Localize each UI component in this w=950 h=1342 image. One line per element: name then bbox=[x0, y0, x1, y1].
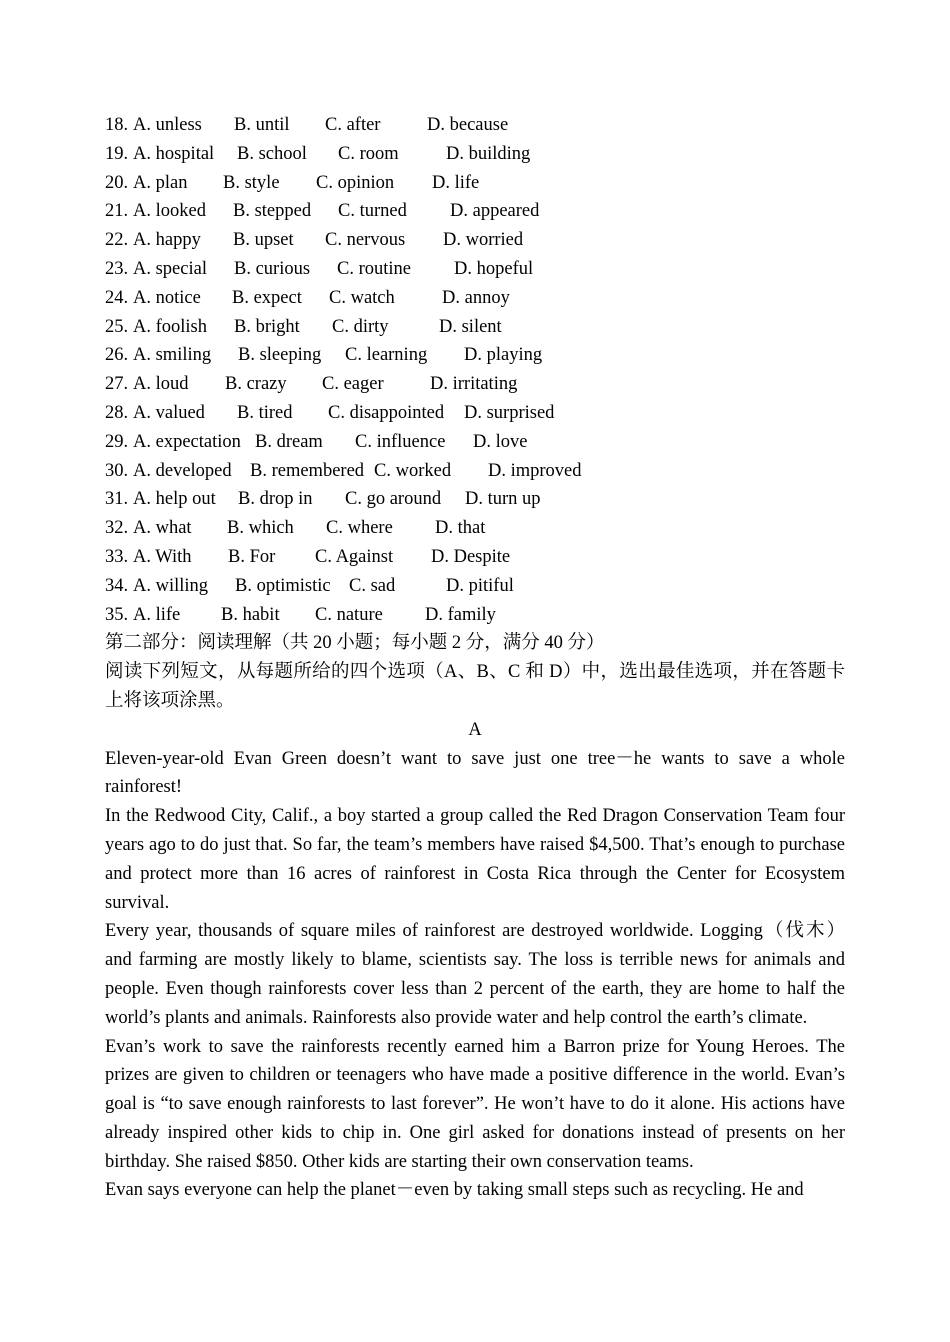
option-b: B. optimistic bbox=[235, 575, 331, 596]
option-d: D. appeared bbox=[450, 201, 540, 222]
passage-label: A bbox=[468, 719, 482, 740]
option-b: B. crazy bbox=[225, 374, 287, 395]
passage-paragraph: Eleven-year-old Evan Green doesn’t want to save just one tree－he wants to save a whole rainforest! bbox=[105, 748, 845, 798]
question-number: 29. bbox=[105, 431, 129, 452]
option-a: A. expectation bbox=[133, 431, 241, 452]
option-c: C. learning bbox=[345, 345, 428, 366]
question-options-row bbox=[105, 428, 845, 457]
question-number: 25. bbox=[105, 316, 129, 337]
option-b: B. until bbox=[234, 115, 290, 135]
option-b: B. habit bbox=[221, 604, 280, 625]
question-options-row bbox=[105, 255, 845, 284]
option-b: B. stepped bbox=[233, 201, 312, 222]
option-b: B. style bbox=[223, 172, 280, 193]
passage-paragraph: Evan says everyone can help the planet－even by taking small steps such as recycling. He and bbox=[105, 1180, 804, 1201]
question-options-row bbox=[105, 197, 845, 226]
question-options-row bbox=[105, 457, 845, 486]
option-b: B. which bbox=[227, 518, 294, 539]
option-d: D. building bbox=[446, 143, 531, 164]
exam-page bbox=[105, 111, 845, 1205]
question-options-row bbox=[105, 485, 845, 514]
option-a: A. hospital bbox=[133, 143, 215, 164]
option-a: A. unless bbox=[133, 115, 202, 135]
cloze-options-list bbox=[105, 111, 845, 629]
question-options-row bbox=[105, 399, 845, 428]
option-d: D. improved bbox=[488, 460, 582, 481]
option-d: D. that bbox=[435, 518, 486, 539]
question-options-row bbox=[105, 601, 845, 630]
option-d: D. turn up bbox=[465, 489, 541, 510]
option-b: B. expect bbox=[232, 287, 302, 308]
passage-paragraph: Every year, thousands of square miles of rainforest are destroyed worldwide. Logging（伐木） and farming are mostly likely to blame, scientists say. The loss is terrible news for animals and people. Even though rainforests cover less than 2 percent of the earth, they are home to half the world’s plants and animals. Rainforests also provide water and help control the earth’s climate. bbox=[105, 921, 845, 1028]
option-a: A. smiling bbox=[133, 345, 212, 366]
option-b: B. remembered bbox=[250, 460, 365, 481]
question-number: 24. bbox=[105, 287, 129, 308]
option-c: C. dirty bbox=[332, 316, 389, 337]
option-a: A. life bbox=[133, 604, 181, 625]
option-c: C. room bbox=[338, 143, 399, 164]
question-options-row bbox=[105, 169, 845, 198]
question-number: 18. bbox=[105, 115, 129, 135]
option-c: C. influence bbox=[355, 431, 446, 452]
option-a: A. help out bbox=[133, 489, 216, 510]
option-d: D. hopeful bbox=[454, 258, 534, 279]
passage-paragraph: Evan’s work to save the rainforests recently earned him a Barron prize for Young Heroes. The prizes are given to children or teenagers who have made a positive difference in the world. Evan’s goal is “to save enough rainforests to last forever”. He won’t have to do it alone. His actions have already inspired other kids to chip in. One girl asked for donations instead of presents on her birthday. She raised $850. Other kids are starting their own conservation teams. bbox=[105, 1036, 845, 1172]
option-c: C. nervous bbox=[325, 230, 406, 251]
question-options-row bbox=[105, 313, 845, 342]
question-options-row bbox=[105, 370, 845, 399]
question-number: 19. bbox=[105, 143, 129, 164]
option-c: C. opinion bbox=[316, 172, 395, 193]
option-a: A. With bbox=[133, 546, 192, 567]
option-a: A. foolish bbox=[133, 316, 207, 337]
option-c: C. routine bbox=[337, 258, 411, 279]
question-number: 20. bbox=[105, 172, 129, 193]
option-a: A. valued bbox=[133, 402, 205, 423]
option-d: D. life bbox=[432, 172, 480, 193]
option-a: A. special bbox=[133, 258, 207, 279]
option-c: C. Against bbox=[315, 546, 394, 567]
question-number: 28. bbox=[105, 402, 129, 423]
option-d: D. irritating bbox=[430, 374, 518, 395]
question-options-row bbox=[105, 226, 845, 255]
section-heading: 第二部分：阅读理解（共 20 小题；每小题 2 分，满分 40 分） bbox=[105, 633, 605, 654]
option-a: A. loud bbox=[133, 374, 189, 395]
option-c: C. disappointed bbox=[328, 402, 445, 423]
option-a: A. happy bbox=[133, 230, 201, 251]
option-b: B. curious bbox=[234, 258, 311, 279]
option-d: D. worried bbox=[443, 230, 524, 251]
question-options-row bbox=[105, 111, 845, 140]
question-options-row bbox=[105, 514, 845, 543]
option-b: B. For bbox=[228, 546, 276, 567]
question-number: 22. bbox=[105, 230, 129, 251]
option-c: C. eager bbox=[322, 374, 384, 395]
question-number: 23. bbox=[105, 258, 129, 279]
option-a: A. developed bbox=[133, 460, 232, 481]
question-options-row bbox=[105, 341, 845, 370]
option-b: B. dream bbox=[255, 431, 323, 452]
option-a: A. notice bbox=[133, 287, 201, 308]
passage-paragraph: In the Redwood City, Calif., a boy started a group called the Red Dragon Conservation Team four years ago to do just that. So far, the team’s members have raised $4,500. That’s enough to purchase and protect more than 16 acres of rainforest in Costa Rica through the Center for Ecosystem survival. bbox=[105, 806, 845, 913]
option-b: B. upset bbox=[233, 230, 294, 251]
question-number: 31. bbox=[105, 489, 129, 510]
option-b: B. sleeping bbox=[238, 345, 322, 366]
option-d: D. because bbox=[427, 115, 509, 135]
option-b: B. school bbox=[237, 143, 307, 164]
option-d: D. love bbox=[473, 431, 528, 452]
question-number: 30. bbox=[105, 460, 129, 481]
option-a: A. what bbox=[133, 518, 192, 539]
option-c: C. worked bbox=[374, 460, 452, 481]
option-b: B. tired bbox=[237, 402, 293, 423]
question-options-row bbox=[105, 284, 845, 313]
option-c: C. after bbox=[325, 115, 381, 135]
option-a: A. looked bbox=[133, 201, 206, 222]
option-d: D. pitiful bbox=[446, 575, 514, 596]
question-number: 33. bbox=[105, 546, 129, 567]
question-options-row bbox=[105, 572, 845, 601]
option-c: C. where bbox=[326, 518, 393, 539]
option-d: D. annoy bbox=[442, 287, 510, 308]
option-c: C. turned bbox=[338, 201, 407, 222]
question-number: 35. bbox=[105, 604, 129, 625]
question-number: 32. bbox=[105, 518, 129, 539]
section-instructions: 阅读下列短文，从每题所给的四个选项（A、B、C 和 D）中，选出最佳选项，并在答题卡上将该项涂黑。 bbox=[105, 662, 845, 711]
option-c: C. sad bbox=[349, 575, 396, 596]
option-c: C. go around bbox=[345, 489, 442, 510]
option-d: D. surprised bbox=[464, 402, 555, 423]
question-number: 21. bbox=[105, 201, 129, 222]
option-d: D. family bbox=[425, 604, 496, 625]
option-d: D. Despite bbox=[431, 546, 511, 567]
question-number: 26. bbox=[105, 345, 129, 366]
option-a: A. plan bbox=[133, 172, 188, 193]
option-a: A. willing bbox=[133, 575, 209, 596]
question-number: 34. bbox=[105, 575, 129, 596]
option-d: D. silent bbox=[439, 316, 502, 337]
question-options-row bbox=[105, 140, 845, 169]
option-c: C. watch bbox=[329, 287, 395, 308]
option-d: D. playing bbox=[464, 345, 543, 366]
question-number: 27. bbox=[105, 374, 129, 395]
option-c: C. nature bbox=[315, 604, 383, 625]
option-b: B. drop in bbox=[238, 489, 313, 510]
question-options-row bbox=[105, 543, 845, 572]
option-b: B. bright bbox=[234, 316, 300, 337]
